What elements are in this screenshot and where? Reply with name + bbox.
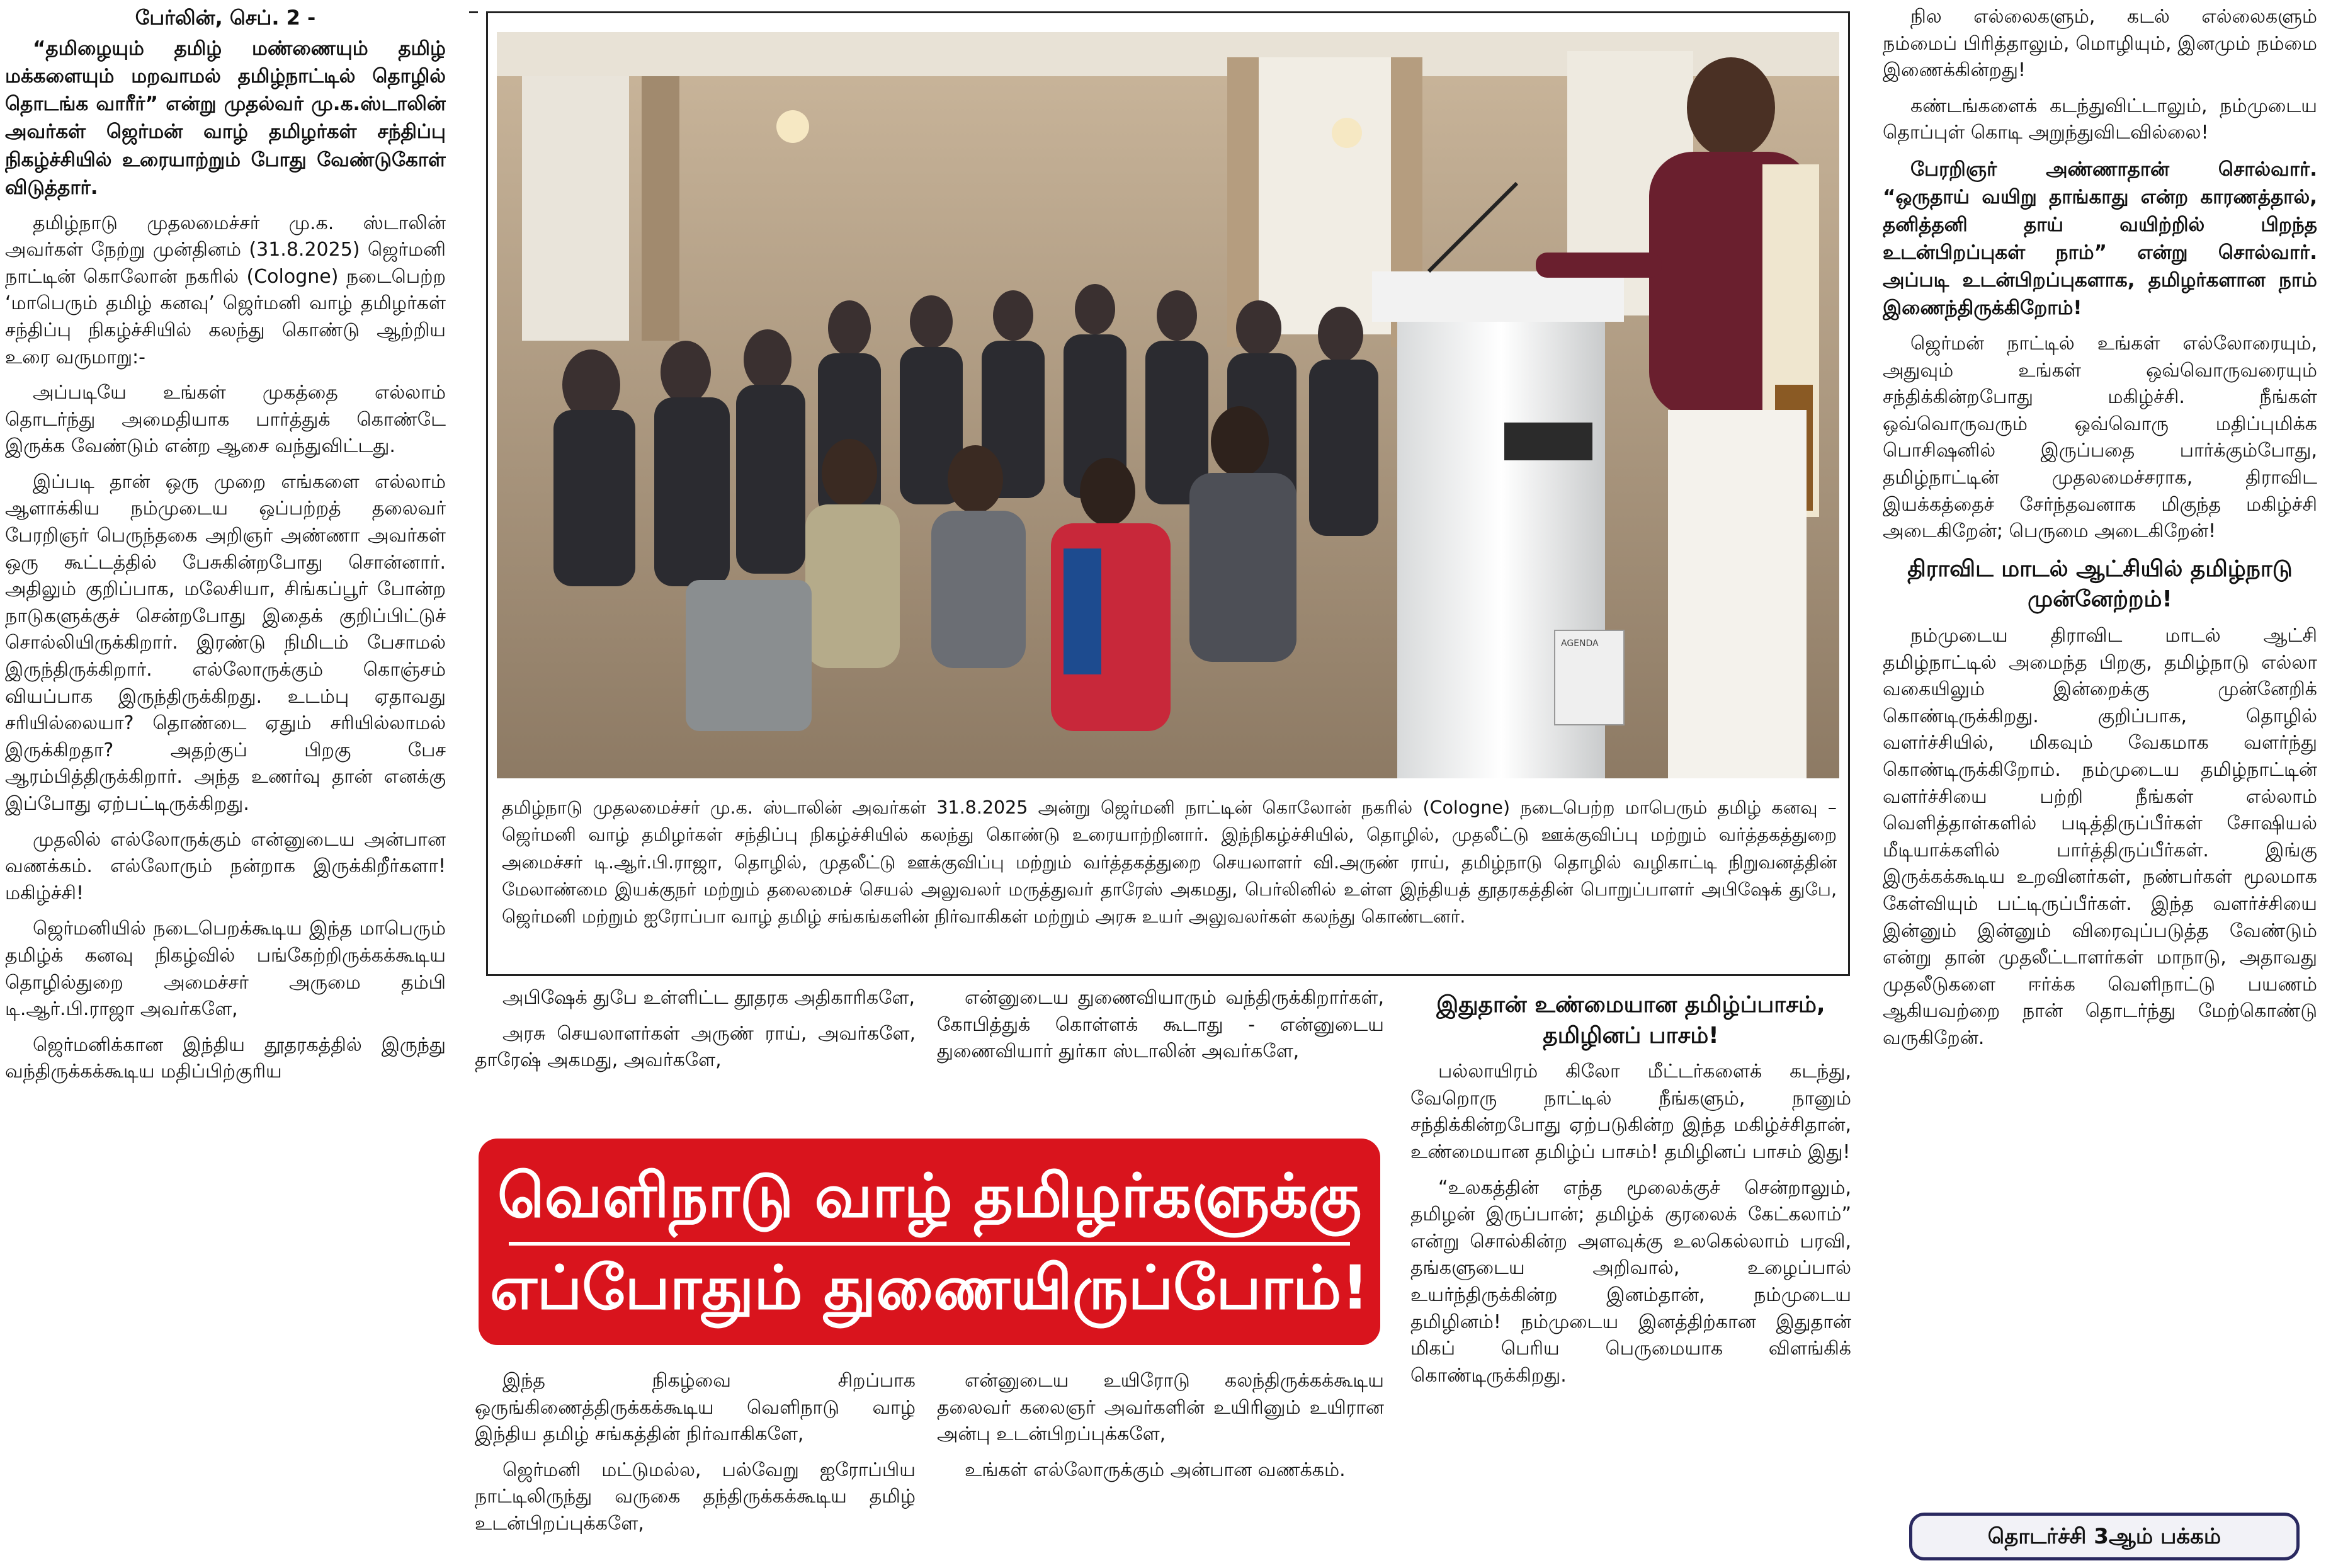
paragraph: முதலில் எல்லோருக்கும் என்னுடைய அன்பான வணக்கம். எல்லோரும் நன்றாக இருக்கிறீர்களா! மகிழ்ச்சி! xyxy=(5,828,446,904)
paragraph: ஜெர்மன் நாட்டில் உங்கள் எல்லோரையும், அதுவும் உங்கள் ஒவ்வொருவரையும் சந்திக்கின்றபோது மகிழ்ச்சி. நீங்கள் ஒவ்வொருவரும் ஒவ்வொரு மதிப்புமிக்க பொசிஷனில் இருப்பதை பார்க்கும்போது, தமிழ்நாட்டின் முதலமைச்சராக, திராவிட இயக்கத்தைச் சேர்ந்தவனாக மிகுந்த மகிழ்ச்சி அடைகிறேன்; பெருமை அடைகிறேன்! xyxy=(1883,332,2317,543)
paragraph: ஜெர்மனி மட்டுமல்ல, பல்வேறு ஐரோப்பிய நாட்டிலிருந்து வருகை தந்திருக்கக்கூடிய தமிழ் உடன்பிறப்புக்களே, xyxy=(475,1458,916,1535)
headline-line-2: எப்போதும் துணையிருப்போம்! xyxy=(490,1253,1369,1323)
continuation-box: தொடர்ச்சி 3ஆம் பக்கம் xyxy=(1909,1513,2300,1560)
dateline: பேர்லின், செப். 2 - xyxy=(135,6,316,30)
article-column-2-bottom xyxy=(475,1368,916,1564)
article-column-3-bottom xyxy=(937,1368,1384,1564)
paragraph: “உலகத்தின் எந்த மூலைக்குச் சென்றாலும், தமிழன் இருப்பான்; தமிழ்க் குரலைக் கேட்கலாம்” என்று சொல்கின்ற அளவுக்கு உலகெல்லாம் பரவி, தங்களுடைய அறிவால், உழைப்பால் உயர்ந்திருக்கின்ற இனம்தான், நம்முடைய தமிழினம்! நம்முடைய இனத்திற்கான இதுதான் மிகப் பெரிய பெருமையாக விளங்கிக் கொண்டிருக்கிறது. xyxy=(1410,1176,1851,1387)
paragraph: அரசு செயலாளர்கள் அருண் ராய், அவர்களே, தாரேஷ் அகமது, அவர்களே, xyxy=(475,1022,916,1072)
paragraph: என்னுடைய உயிரோடு கலந்திருக்கக்கூடிய தலைவர் கலைஞர் அவர்களின் உயிரினும் உயிரான அன்பு உடன்பிறப்புக்களே, xyxy=(937,1370,1384,1446)
article-column-1 xyxy=(5,4,446,1564)
photo-caption: தமிழ்நாடு முதலமைச்சர் மு.க. ஸ்டாலின் அவர்கள் 31.8.2025 அன்று ஜெர்மனி நாட்டின் கொலோன் நகரில் (Cologne) நடைபெற்ற மாபெரும் தமிழ் கனவு – ஜெர்மனி வாழ் தமிழர்கள் சந்திப்பு நிகழ்ச்சியில் கலந்து கொண்டு உரையாற்றினார். இந்நிகழ்ச்சியில், தொழில், முதலீட்டு ஊக்குவிப்பு மற்றும் வர்த்தகத்துறை அமைச்சர் டி.ஆர்.பி.ராஜா, தொழில், முதலீட்டு ஊக்குவிப்பு மற்றும் வர்த்தகத்துறை செயலாளர் வி.அருண் ராய், தமிழ்நாடு தொழில் வழிகாட்டி நிறுவனத்தின் மேலாண்மை இயக்குநர் மற்றும் தலைமைச் செயல் அலுவலர் மருத்துவர் தாரேஸ் அகமது, பெர்லினில் உள்ள இந்தியத் தூதரகத்தின் பொறுப்பாளர் அபிஷேக் துபே, ஜெர்மனி மற்றும் ஐரோப்பா வாழ் தமிழ் சங்கங்களின் நிர்வாகிகள் மற்றும் அரசு உயர் அலுவலர்கள் கலந்து கொண்டனர். xyxy=(502,797,1837,928)
photo-box xyxy=(486,11,1850,976)
paragraph: அப்படியே உங்கள் முகத்தை எல்லாம் தொடர்ந்து அமைதியாக பார்த்துக் கொண்டே இருக்க வேண்டும் என்ற ஆசை வந்துவிட்டது. xyxy=(5,382,446,458)
section-subhead: இதுதான் உண்மையான தமிழ்ப்பாசம், தமிழினப் பாசம்! xyxy=(1436,992,1825,1048)
paragraph: ஜெர்மனிக்கான இந்திய தூதரகத்தில் இருந்து வந்திருக்கக்கூடிய மதிப்பிற்குரிய xyxy=(5,1033,446,1083)
section-subhead: திராவிட மாடல் ஆட்சியில் தமிழ்நாடு முன்னேற்றம்! xyxy=(1907,555,2293,613)
event-photo xyxy=(497,32,1839,778)
paragraph: பல்லாயிரம் கிலோ மீட்டர்களைக் கடந்து, வேறொரு நாட்டில் நீங்களும், நானும் சந்திக்கின்றபோது ஏற்படுகின்ற இந்த மகிழ்ச்சிதான், உண்மையான தமிழ்ப் பாசம்! தமிழினப் பாசம் இது! xyxy=(1410,1060,1851,1163)
paragraph: தமிழ்நாடு முதலமைச்சர் மு.க. ஸ்டாலின் அவர்கள் நேற்று முன்தினம் (31.8.2025) ஜெர்மனி நாட்டின் கொலோன் நகரில் (Cologne) நடைபெற்ற ‘மாபெரும் தமிழ் கனவு’ ஜெர்மனி வாழ் தமிழர்கள் சந்திப்பு நிகழ்ச்சியில் கலந்து கொண்டு ஆற்றிய உரை வருமாறு:- xyxy=(5,212,446,368)
article-column-5 xyxy=(1883,4,2317,1506)
paragraph: உங்கள் எல்லோருக்கும் அன்பான வணக்கம். xyxy=(965,1458,1346,1481)
paragraph: நில எல்லைகளும், கடல் எல்லைகளும் நம்மைப் பிரித்தாலும், மொழியும், இனமும் நம்மை இணைக்கின்றது! xyxy=(1883,6,2317,82)
headline-banner xyxy=(479,1139,1380,1345)
paragraph: நம்முடைய திராவிட மாடல் ஆட்சி தமிழ்நாட்டில் அமைந்த பிறகு, தமிழ்நாடு எல்லா வகையிலும் இன்றைக்கு முன்னேறிக் கொண்டிருக்கிறது. குறிப்பாக, தொழில் வளர்ச்சியில், மிகவும் வேகமாக வளர்ந்து கொண்டிருக்கிறோம். நம்முடைய தமிழ்நாட்டின் வளர்ச்சியை பற்றி நீங்கள் எல்லாம் வெளித்தாள்களில் படித்திருப்பீர்கள் சோஷியல் மீடியாக்களில் பார்த்திருப்பீர்கள். இங்கு இருக்கக்கூடிய உறவினர்கள், நண்பர்கள் மூலமாக கேள்வியும் பட்டிருப்பீர்கள். இந்த வளர்ச்சியை இன்னும் இன்னும் விரைவுப்படுத்த வேண்டும் என்று தான் முதலீட்டாளர்கள் மாநாடு, அதாவது முதலீடுகளை ஈர்க்க வெளிநாட்டு பயணம் ஆகியவற்றை நான் தொடர்ந்து மேற்கொண்டு வருகிறேன். xyxy=(1883,625,2317,1049)
paragraph: அபிஷேக் துபே உள்ளிட்ட தூதரக அதிகாரிகளே, xyxy=(502,987,916,1009)
headline-line-1: வெளிநாடு வாழ் தமிழர்களுக்கு xyxy=(497,1161,1362,1231)
event-photo-illustration xyxy=(497,32,1839,778)
article-column-2-top xyxy=(475,985,916,1128)
paragraph: இப்படி தான் ஒரு முறை எங்களை எல்லாம் ஆளாக்கிய நம்முடைய ஒப்பற்றத் தலைவர் பேரறிஞர் பெருந்தகை அறிஞர் அண்ணா அவர்கள் ஒரு கூட்டத்தில் பேசுகின்றபோது சொன்னார். அதிலும் குறிப்பாக, மலேசியா, சிங்கப்பூர் போன்ற நாடுகளுக்குச் சென்றபோது இதைக் குறிப்பிட்டுச் சொல்லியிருக்கிறார். இரண்டு நிமிடம் பேசாமல் இருந்திருக்கிறார். எல்லோருக்கும் கொஞ்சம் வியப்பாக இருந்திருக்கிறது. உடம்பு ஏதாவது சரியில்லையா? தொண்டை ஏதும் சரியில்லாமல் இருக்கிறதா? அதற்குப் பிறகு பேச ஆரம்பித்திருக்கிறார். அந்த உணர்வு தான் எனக்கு இப்போது ஏற்பட்டிருக்கிறது. xyxy=(5,470,446,815)
paragraph: ஜெர்மனியில் நடைபெறக்கூடிய இந்த மாபெரும் தமிழ்க் கனவு நிகழ்வில் பங்கேற்றிருக்கக்கூடிய தொழில்துறை அமைச்சர் அருமை தம்பி டி.ஆர்.பி.ராஜா அவர்களே, xyxy=(5,918,446,1021)
column-rule xyxy=(469,11,478,13)
article-column-4 xyxy=(1410,984,1851,1564)
paragraph: என்னுடைய துணைவியாரும் வந்திருக்கிறார்கள், கோபித்துக் கொள்ளக் கூடாது - என்னுடைய துணைவியார் துர்கா ஸ்டாலின் அவர்களே, xyxy=(937,987,1384,1063)
quote-paragraph: பேரறிஞர் அண்ணாதான் சொல்வார். “ஒருதாய் வயிறு தாங்காது என்ற காரணத்தால், தனித்தனி தாய் வயிற்றில் பிறந்த உடன்பிறப்புகள் நாம்” என்று சொல்வார். அப்படி உடன்பிறப்புகளாக, தமிழர்களான நாம் இணைந்திருக்கிறோம்! xyxy=(1883,157,2317,320)
article-column-3-top xyxy=(937,985,1384,1128)
paragraph: இந்த நிகழ்வை சிறப்பாக ஒருங்கிணைத்திருக்கக்கூடிய வெளிநாடு வாழ் இந்திய தமிழ் சங்கத்தின் நிர்வாகிகளே, xyxy=(475,1370,916,1446)
headline-divider xyxy=(509,1242,1350,1246)
lead-paragraph: “தமிழையும் தமிழ் மண்ணையும் தமிழ் மக்களையும் மறவாமல் தமிழ்நாட்டில் தொழில் தொடங்க வாரீர்” என்று முதல்வர் மு.க.ஸ்டாலின் அவர்கள் ஜெர்மன் வாழ் தமிழர்கள் சந்திப்பு நிகழ்ச்சியில் உரையாற்றும் போது வேண்டுகோள் விடுத்தார். xyxy=(5,37,446,199)
paragraph: கண்டங்களைக் கடந்துவிட்டாலும், நம்முடைய தொப்புள் கொடி அறுந்துவிடவில்லை! xyxy=(1883,94,2317,144)
podium-label: AGENDA xyxy=(1561,639,1599,649)
